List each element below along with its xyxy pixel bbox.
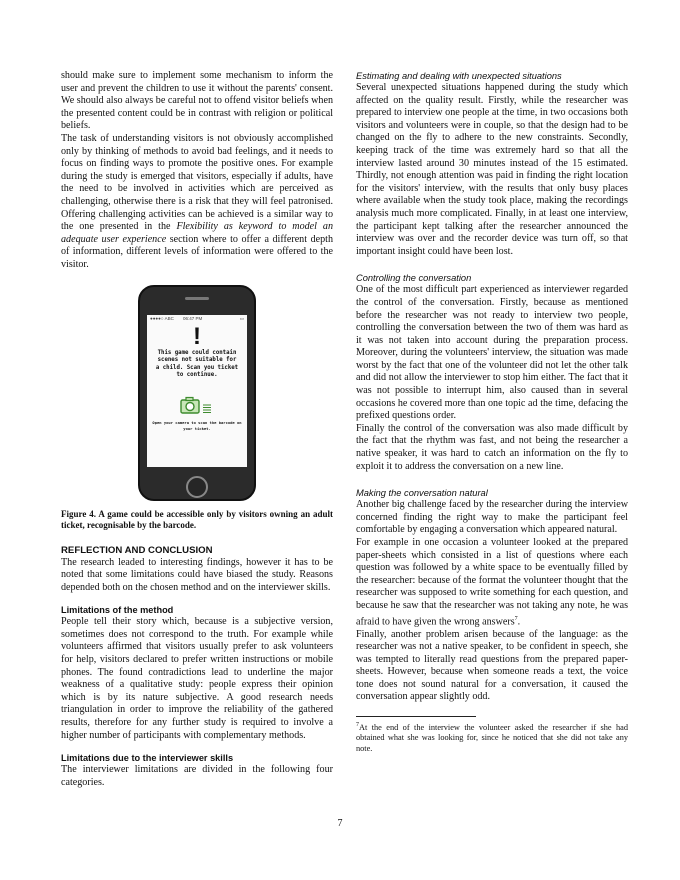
left-column (61, 70, 333, 789)
footnote-ref: 7 (514, 615, 518, 622)
page-number: 7 (337, 818, 343, 829)
paragraph: Another big challenge faced by the researcher during the interview concerned finding the right way to make the participant feel comfortable by engaging a conversation which appeared natural. (356, 499, 628, 536)
subsection-heading: Limitations due to the interviewer skills (61, 753, 234, 764)
status-bar (147, 315, 247, 322)
italic-reference: Flexibility as keyword to model an adequate user experience (61, 221, 333, 245)
subsection-heading: Limitations of the method (61, 605, 174, 616)
figure-4 (61, 285, 333, 503)
right-column (356, 70, 628, 755)
section-heading: REFLECTION AND CONCLUSION (61, 544, 213, 556)
paragraph: The research leaded to interesting findings, however it has to be noted that some limitations could have biased the study. Reasons depended both on the chosen method and on the interviewer skills. (61, 556, 333, 593)
footnote: $^7$At the end of the interview the volunteer asked the researcher if she had obtained what she was looking for, since he noticed that she did not take any note. (356, 722, 628, 754)
exclamation-icon: ! (193, 322, 201, 350)
paragraph: People tell their story which, because is a subjective version, sometimes does not correspond to the truth. For example while volunteers affirmed that visitors usually prefer to ask volunteers for help, visitors declared to prefer written instructions or mobile phones. The found contradictions lead to underline the major weakness of a qualitative study: people express their opinion which is by its nature subjective. A good research needs triangulation in order to improve the reliability of the gathered results, therefore for any further study is required to involve a higher number of participants with complementary methods. (61, 616, 333, 741)
paragraph: should make sure to implement some mechanism to inform the user and prevent the children to use it without the parents' consent. We should also always be careful not to offend visitor beliefs when the presented content could be in contrast with religion or political beliefs. (61, 70, 333, 132)
camera-instruction: Open your camera to scan the barcode on your ticket. (152, 419, 242, 431)
paragraph: The task of understanding visitors is not obviously accomplished only by thinking of methods to avoid bad feelings, and it needs to focus on finding ways to promote the positive ones. For example during the study is emerged that visitors, especially if adults, have the need to be involved in activities which are perceived as challenging, otherwise there is a risk that they will feel patronised. Offering challenging activities can be achieved is a similar way to the one presented in the Flexibility as keyword to model an adequate user experience section where to offer a different depth of information, different levels of information were offered to the visitor. (61, 132, 333, 270)
subsubsection-heading: Controlling the conversation (356, 273, 472, 284)
footnote-mark: 7 (356, 722, 359, 729)
clock-label: 06:47 PM (183, 315, 203, 321)
phone-speaker (185, 297, 209, 300)
subsubsection-heading: Estimating and dealing with unexpected situations (356, 71, 562, 81)
paragraph: For example in one occasion a volunteer looked at the prepared paper-sheets which consisted in a list of questions where each question was followed by a white space to be eventually filled by the researcher: because of the format the volunteer thought that the researcher was supposed to write something for each question, and because he saw that the researcher was not taking any note, he was afraid to have given the wrong answers$^7$. (356, 537, 628, 627)
footnote-rule (356, 716, 476, 717)
phone-screen (147, 315, 247, 467)
warning-message: This game could contain scenes not suitable for a child. Scan you ticket to continue. (155, 349, 239, 378)
subsubsection-heading: Making the conversation natural (356, 488, 488, 499)
paragraph: Several unexpected situations happened during the study which affected on the quality result. Firstly, while the researcher was prepared to interview one people at the time, in two occasions both visitors and volunteers were in couple, so that the design had to be changed on the fly to adhere to the new constraints. Secondly, keeping track of the time was extremely hard so that all the interview lasted around 30 minutes instead of the 15 estimated. Thirdly, not enough attention was paid in finding the right location for the visitors' interview, with the results that only busy places where available when the study took place, making the recordings analysis much more complicated. Finally, in at least one interview, the participant kept talking after the researcher announced the interview was over and the recorder device was turn off, so that important insight could have been lost. (356, 82, 628, 257)
paragraph: Finally, another problem arisen because of the language: as the researcher was not a native speaker, to be confident in speech, she was tempted to literally read questions from the prepared paper-sheets. However, because when someone reads a text, the voice tone does not sound natural for a conversation, it caused the conversation appear slightly odd. (356, 628, 628, 703)
paragraph: One of the most difficult part experienced as interviewer regarded the control of the conversation. Firstly, because as mentioned before the researcher was not ready to interview two people, controlling the conversation between the two of them was hard as it was not taken into account during the preparation process. Moreover, during the volunteers' interview, the situation was made worst by the fact that one of the volunteer did not let the other talk and did not allow the interviewer to stop him either. The fact that it was not possible to interrupt him, also caused than in several occasions he covered more than one topic ad the time, defacing the prefixed questions order. (356, 284, 628, 422)
figure-caption: Figure 4. A game could be accessible only by visitors owning an adult ticket, recognisable by the barcode. (61, 508, 333, 530)
carrier-label: ●●●●○ ABC (150, 315, 174, 321)
paragraph: Finally the control of the conversation was also made difficult by the fact that the rhythm was fast, and not being the researcher a native speaker, it was hard to catch an information on the fly to exploit it to address the conversation on a new line. (356, 422, 628, 472)
battery-icon: ▭ (239, 315, 244, 321)
phone-mockup (138, 285, 256, 501)
paragraph: The interviewer limitations are divided in the following four categories. (61, 764, 333, 788)
home-button (186, 476, 208, 498)
camera-icon[interactable] (179, 396, 215, 414)
